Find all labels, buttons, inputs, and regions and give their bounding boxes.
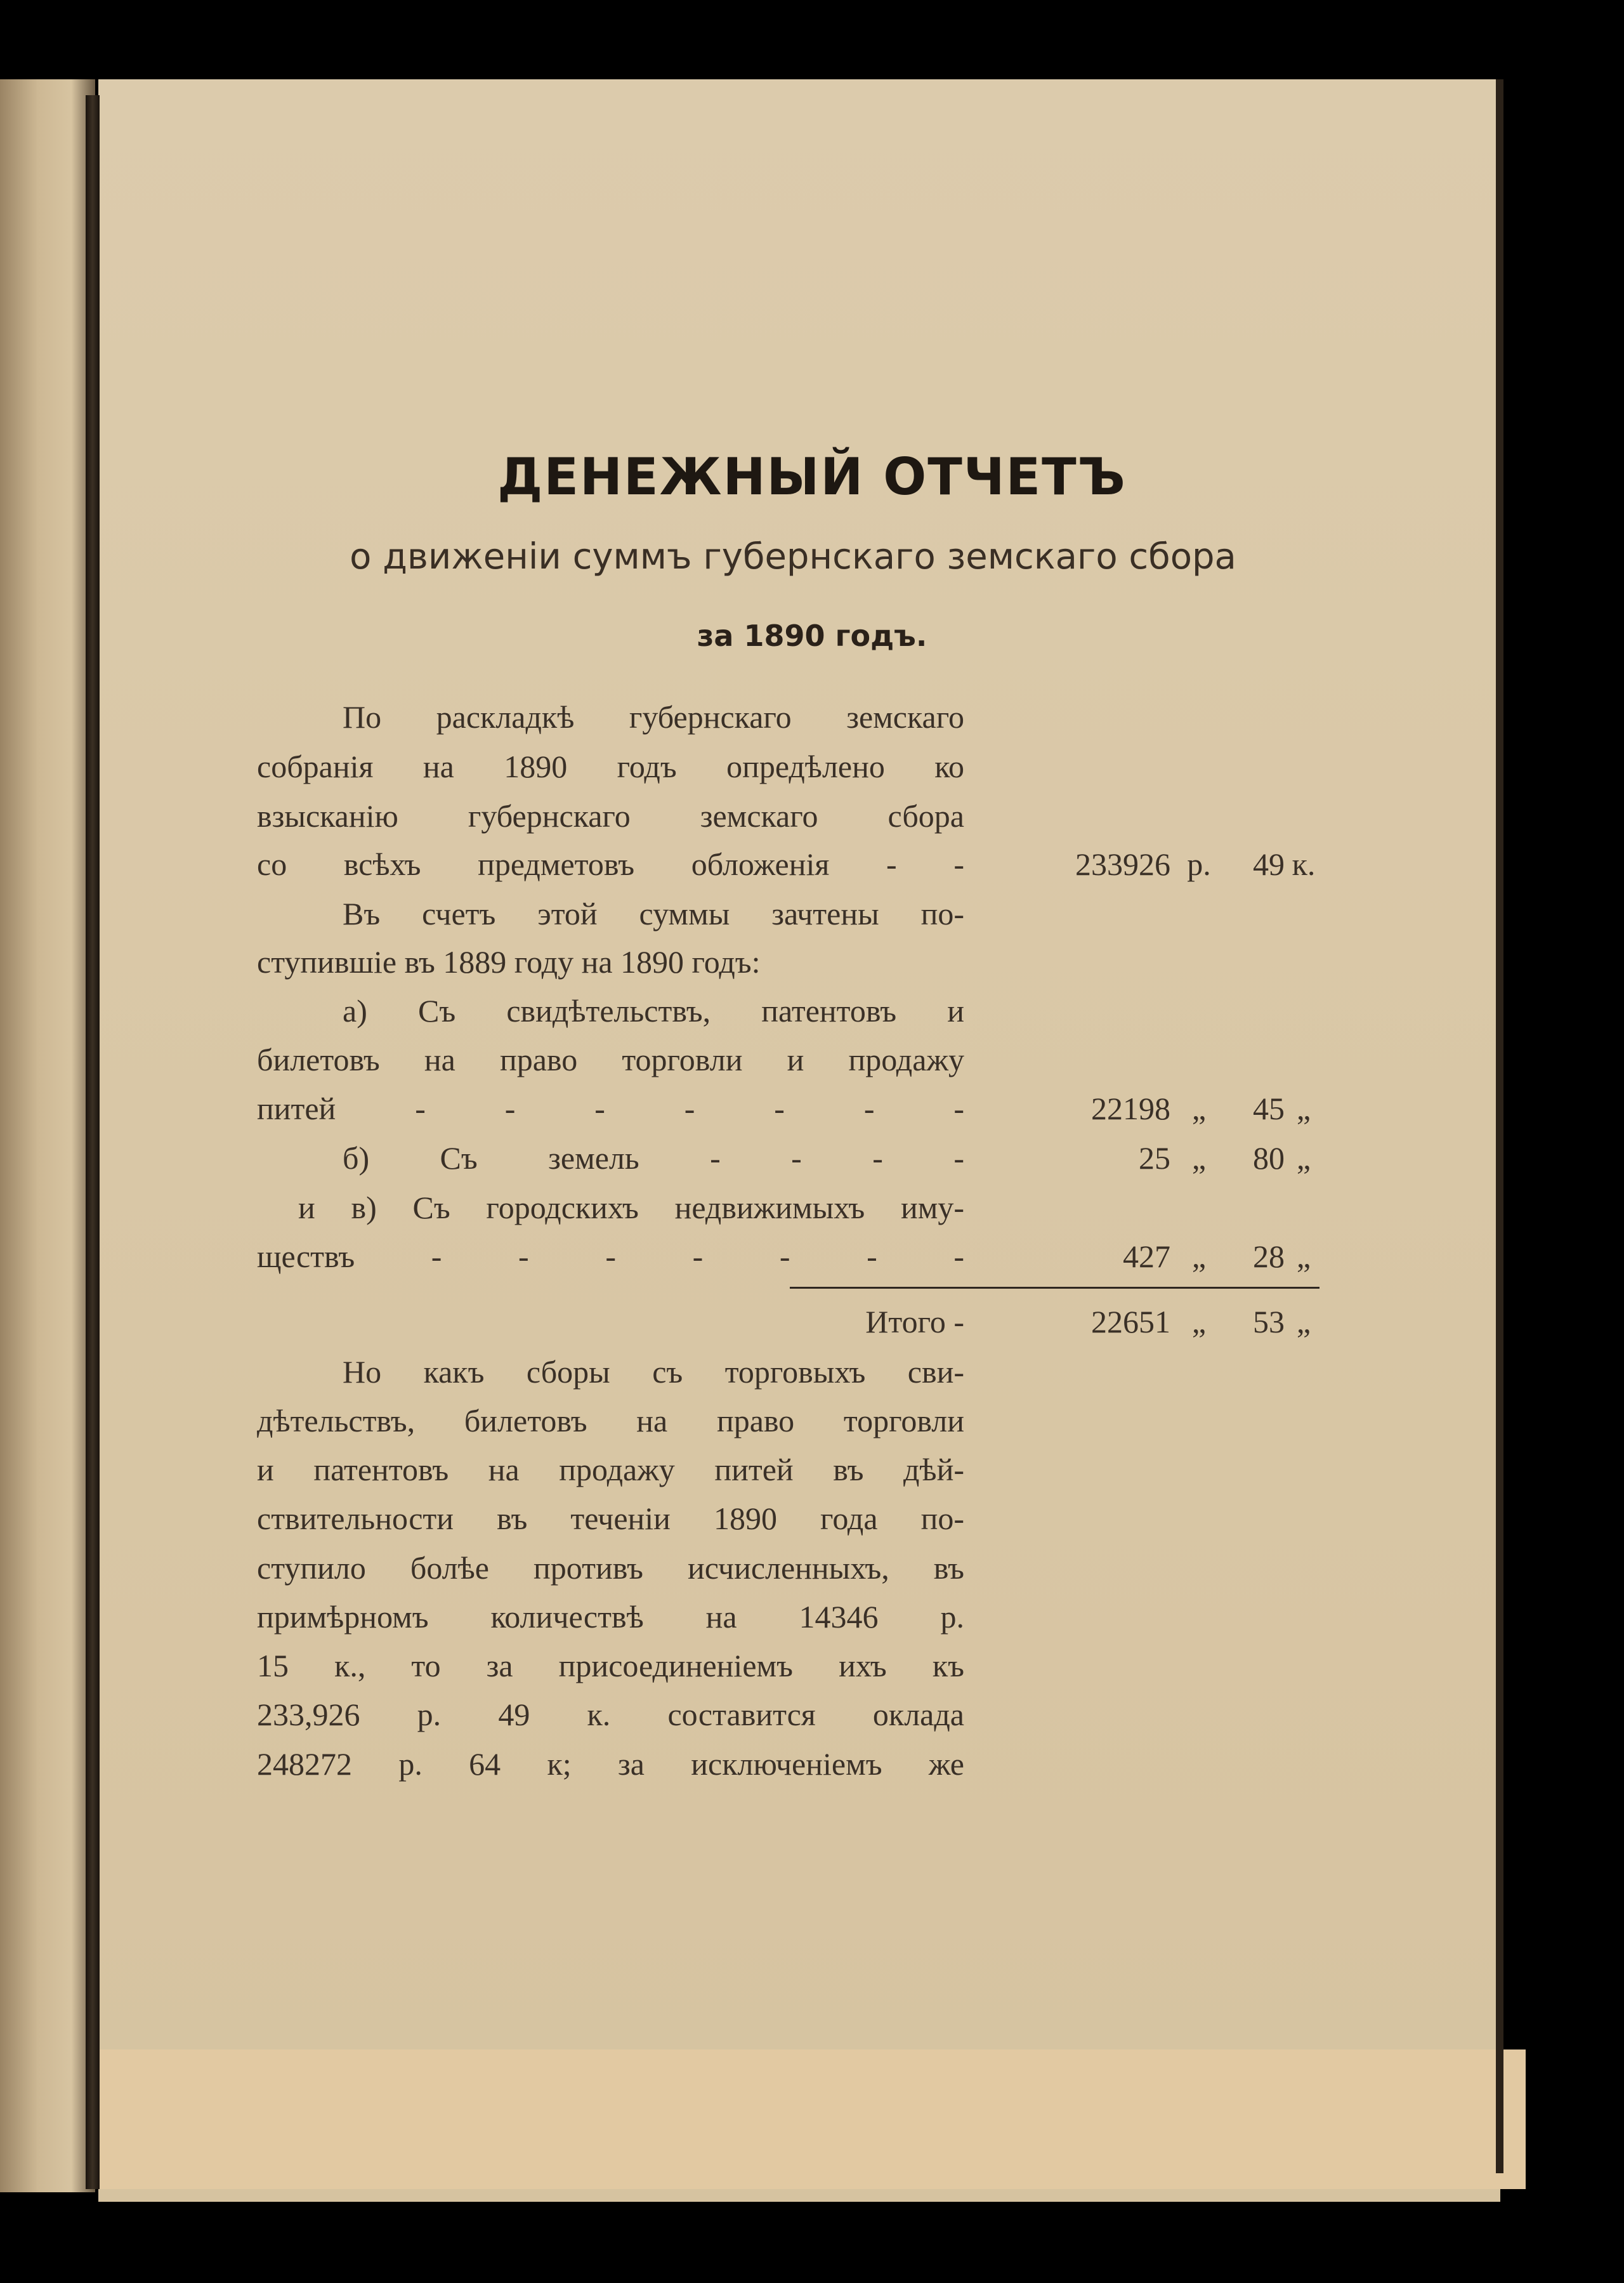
amount-kop-unit: „ bbox=[1296, 1140, 1311, 1176]
text-line: ществъ - - - - - - - bbox=[257, 1239, 964, 1274]
amount-kop-unit: к. bbox=[1292, 846, 1316, 882]
text-line: и патентовъ на продажу питей въ дѣй- bbox=[257, 1452, 964, 1487]
item-b-amount bbox=[1002, 1136, 1320, 1180]
text-line: со всѣхъ предметовъ обложенія - - bbox=[257, 846, 964, 882]
text-line: ступившіе въ 1889 году на 1890 годъ: bbox=[257, 944, 761, 980]
text-line: По раскладкѣ губернскаго земскаго bbox=[343, 699, 964, 735]
text-line: примѣрномъ количествѣ на 14346 р. bbox=[257, 1599, 964, 1635]
sum-divider bbox=[790, 1287, 1320, 1289]
text-line: ступило болѣе противъ исчисленныхъ, въ bbox=[257, 1550, 964, 1586]
amount-kopecks: 80 bbox=[1253, 1140, 1285, 1176]
item-a-amount bbox=[1002, 1086, 1320, 1131]
amount-rubles: 22198 bbox=[1091, 1091, 1170, 1126]
report-year: за 1890 годъ. bbox=[697, 619, 927, 653]
itogo-label: Итого - bbox=[865, 1304, 964, 1339]
amount-unit: „ bbox=[1191, 1239, 1207, 1274]
amount-rubles: 427 bbox=[1123, 1239, 1170, 1274]
text-line: взысканію губернскаго земскаго сбора bbox=[257, 798, 964, 834]
amount-kopecks: 28 bbox=[1253, 1239, 1285, 1274]
amount-kopecks: 53 bbox=[1253, 1304, 1285, 1339]
text-line: дѣтельствъ, билетовъ на право торговли bbox=[257, 1403, 964, 1438]
text-line: Въ счетъ этой суммы зачтены по- bbox=[343, 896, 964, 931]
page-title: ДЕНЕЖНЫЙ ОТЧЕТЪ bbox=[497, 447, 1127, 506]
page-right-edge bbox=[1496, 79, 1503, 2173]
amount-kopecks: 49 bbox=[1253, 846, 1285, 882]
text-line: и в) Съ городскихъ недвижимыхъ иму- bbox=[298, 1190, 964, 1225]
item-c-amount bbox=[1002, 1234, 1320, 1279]
page-subtitle: о движеніи суммъ губернскаго земскаго сбора bbox=[350, 536, 1236, 577]
amount-rubles: 233926 bbox=[1075, 846, 1170, 882]
text-line: 248272 р. 64 к; за исключеніемъ же bbox=[257, 1746, 964, 1782]
amount-rubles: 22651 bbox=[1091, 1304, 1170, 1339]
text-line: питей - - - - - - - bbox=[257, 1091, 964, 1126]
amount-rubles: 25 bbox=[1139, 1140, 1170, 1176]
text-line: собранія на 1890 годъ опредѣлено ко bbox=[257, 749, 964, 784]
text-line: Но какъ сборы съ торговыхъ сви- bbox=[343, 1354, 964, 1390]
amount-unit: „ bbox=[1191, 1304, 1207, 1339]
text-line: билетовъ на право торговли и продажу bbox=[257, 1042, 964, 1077]
book-spine bbox=[86, 95, 100, 2189]
total-due-amount bbox=[1002, 842, 1320, 886]
amount-unit: „ bbox=[1191, 1091, 1207, 1126]
amount-kop-unit: „ bbox=[1296, 1091, 1311, 1126]
page-bottom-strip bbox=[98, 2049, 1526, 2189]
left-page-edge bbox=[0, 79, 95, 2192]
itogo-amount bbox=[1002, 1299, 1320, 1344]
show-through bbox=[1078, 298, 1087, 339]
text-line: б) Съ земель - - - - bbox=[343, 1140, 964, 1176]
amount-unit: р. bbox=[1187, 846, 1211, 882]
amount-unit: „ bbox=[1191, 1140, 1207, 1176]
text-line: 233,926 р. 49 к. составится оклада bbox=[257, 1697, 964, 1732]
text-line: 15 к., то за присоединеніемъ ихъ къ bbox=[257, 1648, 964, 1683]
text-line: а) Съ свидѣтельствъ, патентовъ и bbox=[343, 993, 964, 1029]
amount-kop-unit: „ bbox=[1296, 1304, 1311, 1339]
text-line: ствительности въ теченіи 1890 года по- bbox=[257, 1501, 964, 1536]
amount-kopecks: 45 bbox=[1253, 1091, 1285, 1126]
amount-kop-unit: „ bbox=[1296, 1239, 1311, 1274]
